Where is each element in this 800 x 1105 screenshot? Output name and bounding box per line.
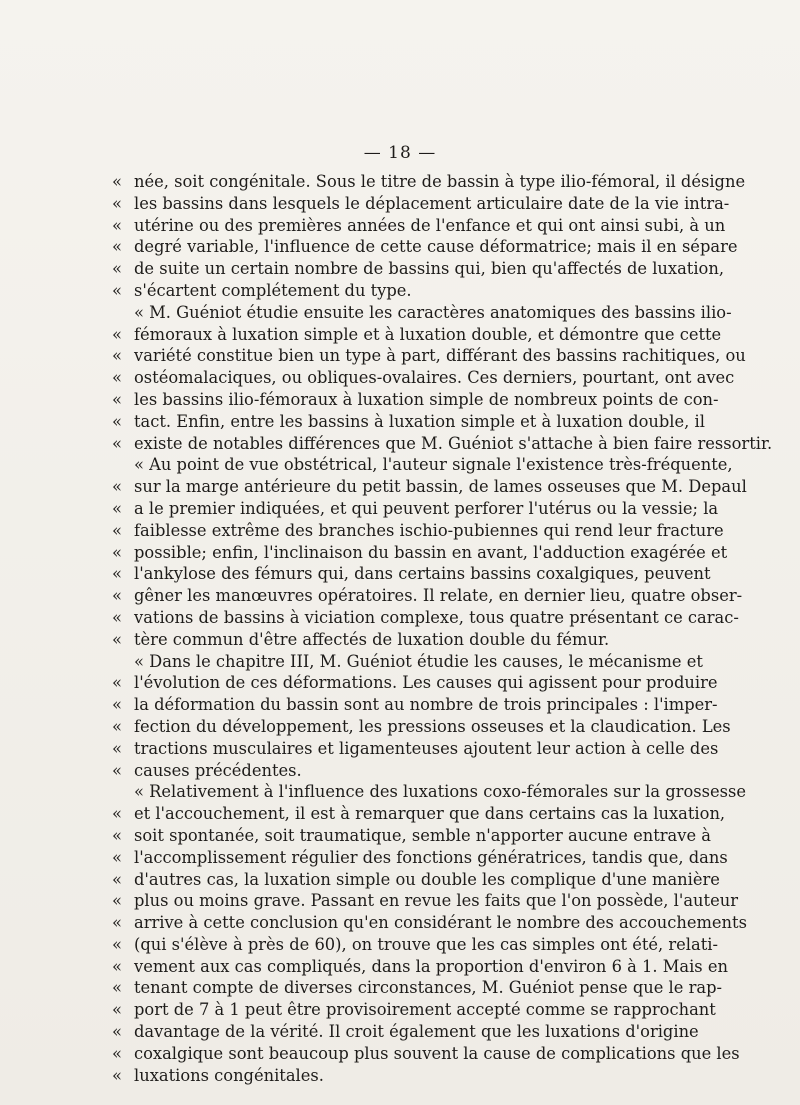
quote-mark: « (112, 629, 122, 649)
quote-mark: « (112, 978, 122, 998)
text-line (112, 890, 738, 912)
line-text: de suite un certain nombre de bassins qui, bien qu'affectés de luxation, (134, 259, 725, 279)
quote-mark: « (112, 498, 122, 518)
text-line (112, 694, 718, 716)
quote-mark: « (112, 280, 122, 300)
line-text: variété constitue bien un type à part, différant des bassins rachitiques, ou (134, 346, 746, 366)
line-text: possible; enfin, l'inclinaison du bassin en avant, l'adduction exagérée et (134, 542, 728, 562)
quote-mark: « (112, 586, 122, 606)
line-text: luxations congénitales. (134, 1065, 324, 1085)
quote-mark: « (112, 477, 122, 497)
line-text: tact. Enfin, entre les bassins à luxation simple et à luxation double, il (134, 411, 705, 431)
line-text: davantage de la vérité. Il croit également que les luxations d'origine (134, 1022, 699, 1042)
line-text: existe de notables différences que M. Guéniot s'attache à bien faire ressortir. (134, 433, 773, 453)
quote-mark: « (112, 389, 122, 409)
line-text: faiblesse extrême des branches ischio-pubiennes qui rend leur fracture (134, 520, 724, 540)
line-text: (qui s'élève à près de 60), on trouve que les cas simples ont été, relati- (134, 934, 718, 954)
text-line (112, 236, 738, 258)
line-text: tenant compte de diverses circonstances, M. Guéniot pense que le rap- (134, 978, 722, 998)
line-text: degré variable, l'influence de cette cause déformatrice; mais il en sépare (134, 237, 738, 257)
text-line (112, 760, 696, 782)
line-text: l'accomplissement régulier des fonctions génératrices, tandis que, dans (134, 847, 728, 867)
line-text: a le premier indiquées, et qui peuvent perforer l'utérus ou la vessie; la (134, 498, 719, 518)
text-line (112, 454, 733, 476)
text-line (112, 825, 711, 847)
quote-mark: « (112, 411, 122, 431)
line-text: d'autres cas, la luxation simple ou double les complique d'une manière (134, 869, 720, 889)
line-text: arrive à cette conclusion qu'en considérant le nombre des accouchements (134, 913, 747, 933)
line-text: gêner les manœuvres opératoires. Il relate, en dernier lieu, quatre obser- (134, 586, 743, 606)
quote-mark: « (112, 738, 122, 758)
text-line (112, 258, 725, 280)
text-line (112, 520, 724, 542)
text-line (112, 585, 743, 607)
line-text: fection du développement, les pressions osseuses et la claudication. Les (134, 716, 731, 736)
quote-mark: « (112, 956, 122, 976)
quote-mark: « (112, 259, 122, 279)
text-line (112, 651, 703, 673)
text-line (112, 977, 722, 999)
text-line (112, 433, 773, 455)
text-line (112, 781, 746, 803)
quote-mark: « (112, 891, 122, 911)
line-text: plus ou moins grave. Passant en revue les faits que l'on possède, l'auteur (134, 891, 738, 911)
line-text: ostéomalaciques, ou obliques-ovalaires. Ces derniers, pourtant, ont avec (134, 368, 735, 388)
line-text: les bassins dans lesquels le déplacement articulaire date de la vie intra- (134, 193, 730, 213)
quote-mark: « (112, 1022, 122, 1042)
body-text (112, 171, 773, 1086)
text-line (112, 629, 696, 651)
text-line (112, 672, 718, 694)
line-text: née, soit congénitale. Sous le titre de bassin à type ilio-fémoral, il désigne (134, 172, 746, 191)
quote-mark: « (112, 324, 122, 344)
quote-mark: « (112, 237, 122, 257)
text-line (112, 912, 747, 934)
text-line (112, 716, 731, 738)
line-text: tractions musculaires et ligamenteuses ajoutent leur action à celle des (134, 738, 719, 758)
text-line (112, 498, 719, 520)
quote-mark: « (112, 542, 122, 562)
quote-mark: « (112, 368, 122, 388)
line-text: tère commun d'être affectés de luxation double du fémur. (134, 629, 610, 649)
quote-mark: « (112, 1065, 122, 1085)
quote-mark: « (112, 607, 122, 627)
line-text: les bassins ilio-fémoraux à luxation simple de nombreux points de con- (134, 389, 719, 409)
line-text: soit spontanée, soit traumatique, semble n'apporter aucune entrave à (134, 825, 711, 845)
line-text: causes précédentes. (134, 760, 302, 780)
quote-mark: « (112, 1000, 122, 1020)
line-text: port de 7 à 1 peut être provisoirement accepté comme se rapprochant (134, 1000, 716, 1020)
quote-mark: « (112, 564, 122, 584)
text-line (112, 847, 728, 869)
text-line (112, 1043, 740, 1065)
line-text: sur la marge antérieure du petit bassin, de lames osseuses que M. Depaul (134, 477, 747, 497)
page-number: — 18 — (363, 143, 437, 163)
text-line (112, 302, 732, 324)
text-line (112, 607, 739, 629)
line-text: utérine ou des premières années de l'enfance et qui ont ainsi subi, à un (134, 215, 726, 235)
quote-mark: « (112, 825, 122, 845)
quote-mark: « (112, 520, 122, 540)
text-line (112, 934, 718, 956)
line-text: vement aux cas compliqués, dans la proportion d'environ 6 à 1. Mais en (134, 956, 728, 976)
text-line (112, 215, 726, 237)
text-line (112, 803, 726, 825)
text-line (112, 171, 746, 193)
quote-mark: « (112, 716, 122, 736)
text-line (112, 367, 735, 389)
line-text: l'évolution de ces déformations. Les causes qui agissent pour produire (134, 673, 718, 693)
text-line (112, 738, 719, 760)
text-line (112, 324, 722, 346)
line-text: la déformation du bassin sont au nombre de trois principales : l'imper- (134, 695, 718, 715)
quote-mark: « (112, 193, 122, 213)
text-line (112, 999, 716, 1021)
text-line (112, 476, 747, 498)
line-text: « M. Guéniot étudie ensuite les caractères anatomiques des bassins ilio- (134, 302, 732, 322)
line-text: vations de bassins à viciation complexe, tous quatre présentant ce carac- (134, 607, 739, 627)
text-line (112, 389, 719, 411)
quote-mark: « (112, 172, 122, 191)
quote-mark (112, 651, 134, 673)
text-line (112, 280, 696, 302)
text-line (112, 542, 728, 564)
line-text: l'ankylose des fémurs qui, dans certains bassins coxalgiques, peuvent (134, 564, 711, 584)
text-line (112, 563, 711, 585)
line-text: fémoraux à luxation simple et à luxation double, et démontre que cette (134, 324, 722, 344)
quote-mark: « (112, 215, 122, 235)
quote-mark: « (112, 1043, 122, 1063)
quote-mark: « (112, 847, 122, 867)
text-line (112, 411, 705, 433)
text-line (112, 956, 728, 978)
quote-mark (112, 454, 134, 476)
quote-mark: « (112, 673, 122, 693)
quote-mark: « (112, 433, 122, 453)
line-text: coxalgique sont beaucoup plus souvent la cause de complications que les (134, 1043, 740, 1063)
text-line (112, 345, 746, 367)
text-line (112, 1065, 696, 1087)
quote-mark: « (112, 869, 122, 889)
quote-mark: « (112, 913, 122, 933)
quote-mark: « (112, 346, 122, 366)
line-text: « Dans le chapitre III, M. Guéniot étudie les causes, le mécanisme et (134, 651, 703, 671)
quote-mark: « (112, 760, 122, 780)
quote-mark: « (112, 804, 122, 824)
text-line (112, 1021, 699, 1043)
text-line (112, 193, 730, 215)
quote-mark: « (112, 695, 122, 715)
line-text: « Relativement à l'influence des luxations coxo-fémorales sur la grossesse (134, 782, 746, 802)
quote-mark: « (112, 934, 122, 954)
quote-mark (112, 302, 134, 324)
line-text: « Au point de vue obstétrical, l'auteur signale l'existence très-fréquente, (134, 455, 733, 475)
text-line (112, 869, 720, 891)
line-text: et l'accouchement, il est à remarquer que dans certains cas la luxation, (134, 804, 726, 824)
quote-mark (112, 781, 134, 803)
line-text: s'écartent complétement du type. (134, 280, 412, 300)
